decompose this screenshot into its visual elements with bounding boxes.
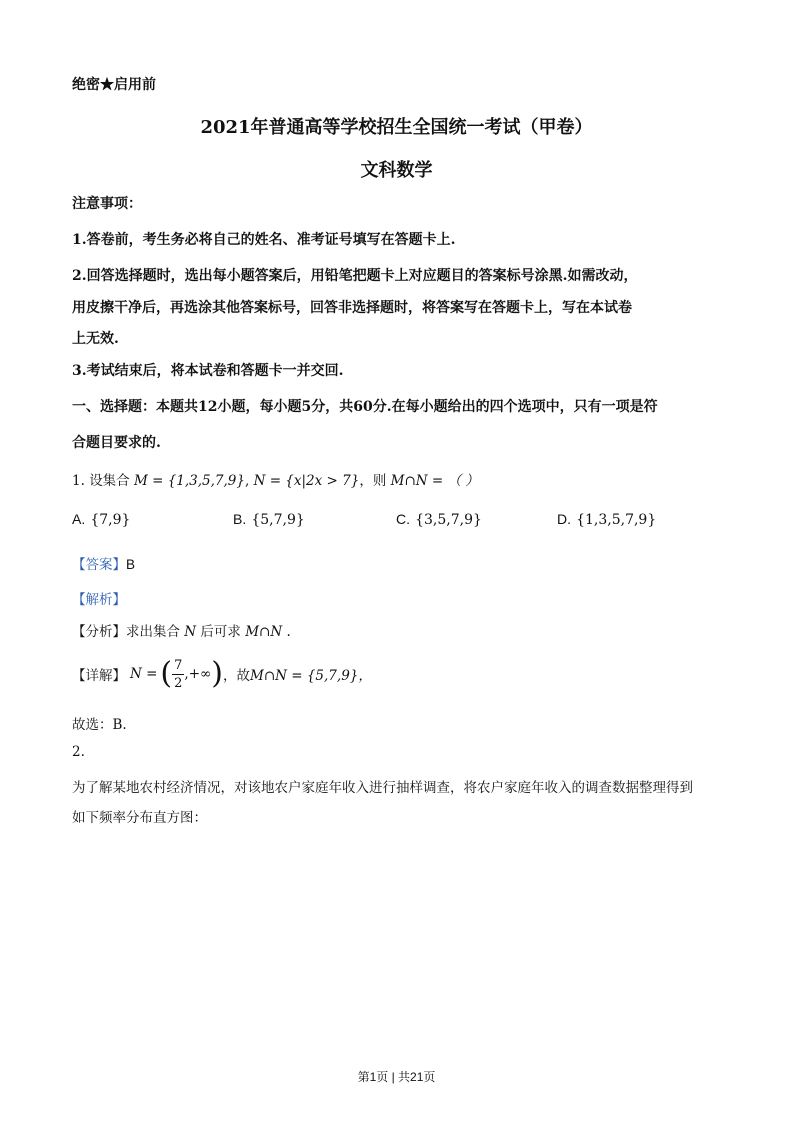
answer-value: B [126, 557, 136, 572]
option-letter: A. [72, 511, 86, 527]
notice-item-3: 3.考试结束后，将本试卷和答题卡一并交回. [72, 363, 344, 379]
section-heading-line1: 一、选择题：本题共12小题，每小题5分，共60分.在每小题给出的四个选项中，只有一项是符 [72, 399, 658, 415]
detail-n-eq: N = [130, 666, 158, 682]
option-value: {7,9} [90, 512, 131, 528]
option-d [557, 509, 656, 528]
detail-tag: 【详解】 [72, 668, 126, 684]
choose-line: 故选：B. [72, 717, 127, 733]
option-value: {5,7,9} [251, 512, 305, 528]
question-number: 1. [72, 473, 85, 489]
fenxi-text: 求出集合 [126, 624, 180, 640]
question-1-stem: 1. 设集合 M = {1,3,5,7,9}, N = {x|2x > 7}，则 M∩N = （ ） [72, 473, 479, 489]
option-letter: B. [233, 511, 247, 527]
fraction-denominator: 2 [174, 675, 183, 691]
question-2-number: 2. [72, 744, 85, 760]
interval-tail: ,+∞ [184, 666, 212, 682]
notice-heading: 注意事项： [72, 196, 142, 212]
fenxi-expr: M∩N . [245, 624, 291, 640]
fenxi-text2: 后可求 [200, 624, 241, 640]
fenxi-var: N [184, 624, 197, 640]
fenxi-line [72, 620, 291, 640]
option-b [233, 509, 305, 528]
notice-item-1: 1.答卷前，考生务必将自己的姓名、准考证号填写在答题卡上. [72, 232, 456, 248]
question-2-line1: 为了解某地农村经济情况，对该地农户家庭年收入进行抽样调查，将农户家庭年收入的调查数据整理得到 [72, 780, 693, 796]
fenxi-tag: 【分析】 [72, 624, 126, 640]
fraction-numerator: 7 [174, 657, 183, 673]
secret-label: 绝密★启用前 [72, 77, 156, 93]
set-n-expression: N = {x|2x > 7} [253, 473, 360, 489]
stem-suffix: ，则 [359, 473, 387, 489]
fraction-seven-halves [172, 659, 184, 690]
option-a [72, 509, 130, 528]
detail-mid: ，故 [223, 668, 250, 684]
analysis-tag: 【解析】 [72, 592, 126, 608]
answer-tag: 【答案】 [72, 557, 126, 573]
subject-title: 文科数学 [360, 160, 433, 181]
option-value: {1,3,5,7,9} [576, 512, 657, 528]
page-footer: 第1页 | 共21页 [357, 1070, 436, 1084]
option-c [396, 509, 482, 528]
exam-title: 2021年普通高等学校招生全国统一考试（甲卷） [200, 117, 593, 138]
section-heading-line2: 合题目要求的. [72, 435, 161, 451]
set-m-expression: M = {1,3,5,7,9} [133, 473, 245, 489]
notice-item-2-end: 上无效. [72, 331, 119, 347]
option-letter: D. [557, 511, 571, 527]
option-letter: C. [396, 511, 410, 527]
detail-line: 【详解】 N = ( $\frac{7}{2}$ ,+∞ ) ，故 M∩N = {5,7,9}， [72, 656, 372, 691]
detail-result: M∩N = {5,7,9}， [250, 668, 372, 684]
option-value: {3,5,7,9} [415, 512, 482, 528]
answer-line [72, 553, 135, 573]
notice-item-2: 2.回答选择题时，选出每小题答案后，用铅笔把题卡上对应题目的答案标号涂黑.如需改动， [72, 268, 638, 284]
notice-item-2-cont: 用皮擦干净后，再选涂其他答案标号，回答非选择题时，将答案写在答题卡上，写在本试卷 [72, 300, 632, 316]
question-ask: M∩N = （ ） [390, 473, 479, 489]
question-2-line2: 如下频率分布直方图： [72, 810, 207, 826]
stem-prefix: 设集合 [89, 473, 130, 489]
